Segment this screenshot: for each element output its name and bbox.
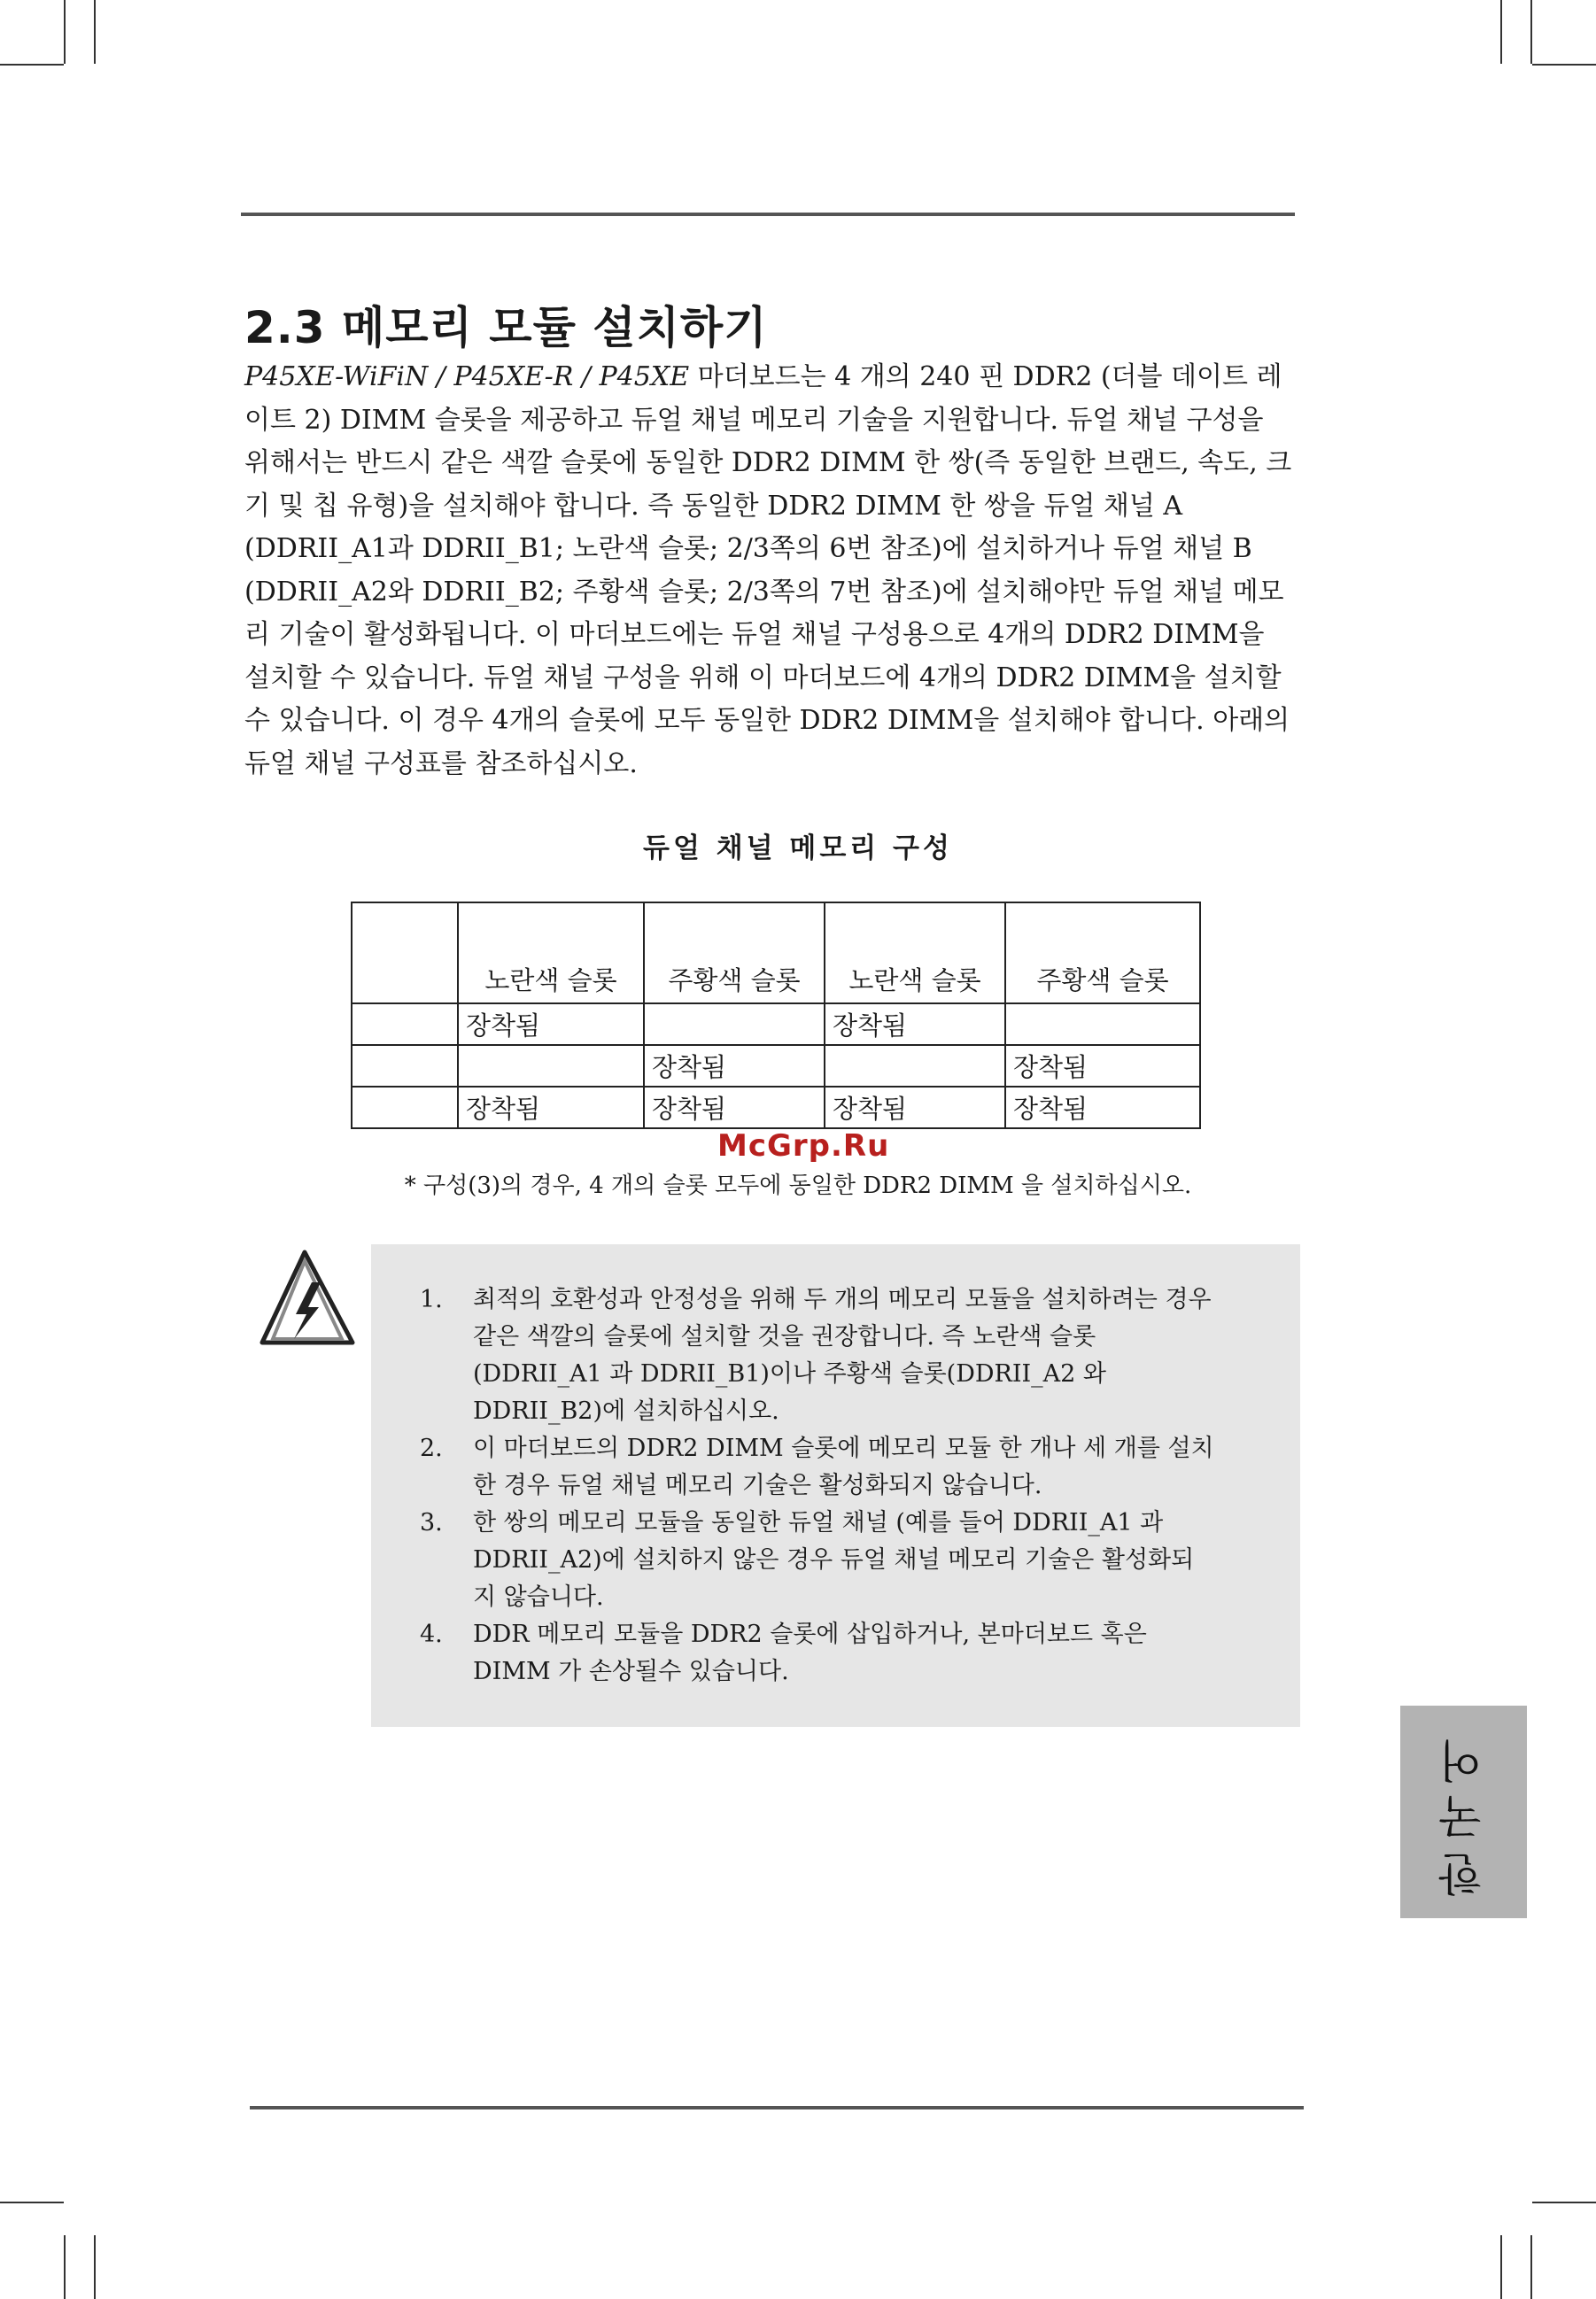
table-header-cell: 주황색 슬롯 <box>644 902 825 1003</box>
note-text: 최적의 호환성과 안정성을 위해 두 개의 메모리 모듈을 설치하려는 경우 같은 색깔의 슬롯에 설치할 것을 권장합니다. 즉 노란색 슬롯 (DDRII_A1 과 DDRII_B1)이나 주황색 슬롯(DDRII_A2 와 DDRII_B2)에 설치하십시오. <box>473 1286 1212 1425</box>
crop-mark <box>0 2202 64 2203</box>
crop-mark <box>1530 2235 1532 2299</box>
note-number: 1. <box>420 1286 443 1313</box>
table-cell: 장착됨 <box>1005 1087 1200 1128</box>
crop-mark <box>94 0 96 64</box>
list-item <box>420 1505 1217 1616</box>
note-list <box>420 1281 1217 1691</box>
list-item <box>420 1616 1217 1691</box>
table-row <box>352 1045 1200 1087</box>
caution-note-box <box>371 1244 1300 1727</box>
table-cell <box>825 1045 1005 1087</box>
table-cell <box>352 1087 458 1128</box>
list-item <box>420 1430 1217 1505</box>
crop-mark <box>1500 2235 1502 2299</box>
table-cell <box>1005 1003 1200 1045</box>
table-cell: 장착됨 <box>1005 1045 1200 1087</box>
table-cell: 장착됨 <box>825 1003 1005 1045</box>
table-cell: 장착됨 <box>644 1045 825 1087</box>
table-cell <box>458 1045 644 1087</box>
dual-channel-config-table <box>351 902 1201 1129</box>
table-header-cell: 주황색 슬롯 <box>1005 902 1200 1003</box>
model-names: P45XE-WiFiN / P45XE-R / P45XE <box>244 361 690 392</box>
table-cell: 장착됨 <box>458 1087 644 1128</box>
table-cell: 장착됨 <box>644 1087 825 1128</box>
table-cell: 장착됨 <box>458 1003 644 1045</box>
table-footnote: * 구성(3)의 경우, 4 개의 슬롯 모두에 동일한 DDR2 DIMM 을 설치하십시오. <box>404 1173 1192 1199</box>
note-text: DDR 메모리 모듈을 DDR2 슬롯에 삽입하거나, 본마더보드 혹은 DIMM 가 손상될수 있습니다. <box>473 1621 1147 1685</box>
note-text: 이 마더보드의 DDR2 DIMM 슬롯에 메모리 모듈 한 개나 세 개를 설치한 경우 듀얼 채널 메모리 기술은 활성화되지 않습니다. <box>473 1435 1214 1499</box>
table-cell: 장착됨 <box>825 1087 1005 1128</box>
watermark: McGrp.Ru <box>717 1128 890 1164</box>
crop-mark <box>1532 64 1596 66</box>
table-header-cell: 노란색 슬롯 <box>825 902 1005 1003</box>
header-rule <box>241 213 1295 216</box>
table-cell <box>644 1003 825 1045</box>
list-item <box>420 1281 1217 1430</box>
crop-mark <box>94 2235 96 2299</box>
table-header-cell <box>352 902 458 1003</box>
table-title: 듀얼 채널 메모리 구성 <box>643 832 953 864</box>
table-cell <box>352 1003 458 1045</box>
footer-rule <box>250 2106 1304 2109</box>
table-header-cell: 노란색 슬롯 <box>458 902 644 1003</box>
section-title: 2.3 메모리 모듈 설치하기 <box>244 302 768 353</box>
caution-lightning-icon <box>253 1247 363 1350</box>
note-number: 4. <box>420 1621 443 1648</box>
crop-mark <box>0 64 64 66</box>
crop-mark <box>1500 0 1502 64</box>
body-paragraph <box>244 356 1293 786</box>
note-number: 2. <box>420 1435 443 1462</box>
language-tab-label: 한국어 <box>1437 1727 1490 1897</box>
note-number: 3. <box>420 1509 443 1537</box>
table-row <box>352 1003 1200 1045</box>
crop-mark <box>1532 2202 1596 2203</box>
table-cell <box>352 1045 458 1087</box>
note-text: 한 쌍의 메모리 모듈을 동일한 듀얼 채널 (예를 들어 DDRII_A1 과 DDRII_A2)에 설치하지 않은 경우 듀얼 채널 메모리 기술은 활성화되지 않습니다. <box>473 1509 1195 1611</box>
body-text: 마더보드는 4 개의 240 핀 DDR2 (더블 데이트 레이트 2) DIMM 슬롯을 제공하고 듀얼 채널 메모리 기술을 지원합니다. 듀얼 채널 구성을 위해서는 반드시 같은 색깔 슬롯에 동일한 DDR2 DIMM 한 쌍(즉 동일한 브랜드, 속도, 크기 및 칩 유형)을 설치해야 합니다. 즉 동일한 DDR2 DIMM 한 쌍을 듀얼 채널 A (DDRII_A1과 DDRII_B1; 노란색 슬롯; 2/3쪽의 6번 참조)에 설치하거나 듀얼 채널 B (DDRII_A2와 DDRII_B2; 주황색 슬롯; 2/3쪽의 7번 참조)에 설치해야만 듀얼 채널 메모리 기술이 활성화됩니다. 이 마더보드에는 듀얼 채널 구성용으로 4개의 DDR2 DIMM을 설치할 수 있습니다. 듀얼 채널 구성을 위해 이 마더보드에 4개의 DDR2 DIMM을 설치할 수 있습니다. 이 경우 4개의 슬롯에 모두 동일한 DDR2 DIMM을 설치해야 합니다. 아래의 듀얼 채널 구성표를 참조하십시오. <box>244 361 1292 779</box>
crop-mark <box>64 0 66 64</box>
crop-mark <box>64 2235 66 2299</box>
language-tab <box>1400 1706 1527 1918</box>
table-header-row <box>352 902 1200 1003</box>
table-row <box>352 1087 1200 1128</box>
crop-mark <box>1530 0 1532 64</box>
